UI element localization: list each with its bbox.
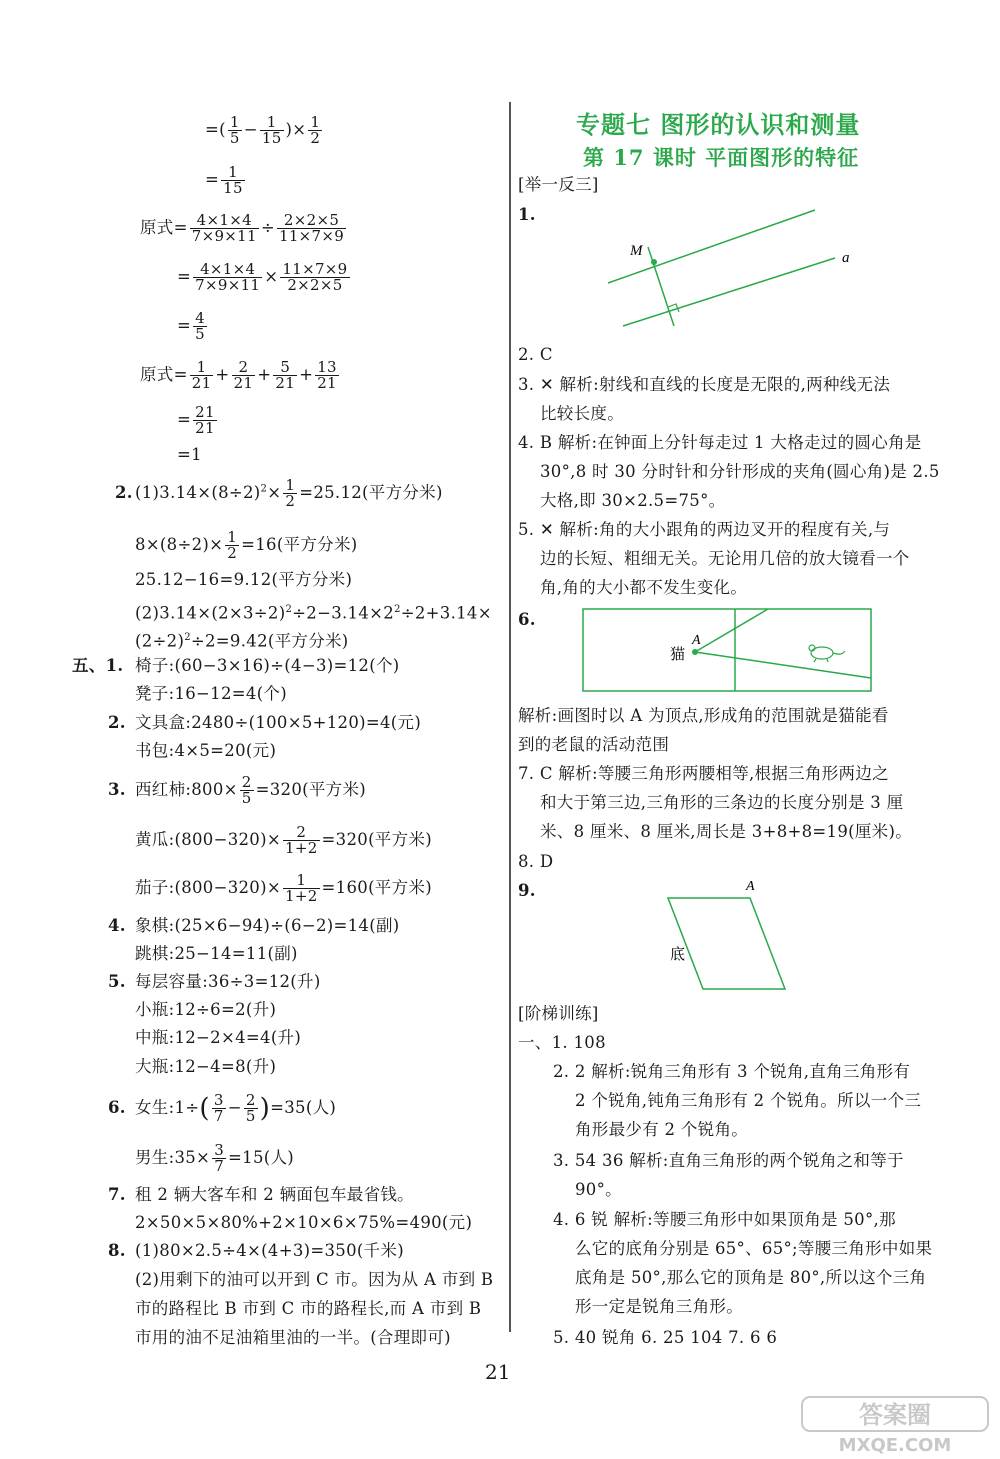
cat-mouse-figure xyxy=(580,606,875,694)
page-number: 21 xyxy=(485,1360,511,1384)
r-t2b: 2 个锐角,钝角三角形有 2 个锐角。所以一个三 xyxy=(575,1091,922,1110)
svg-text:答案圈: 答案圈 xyxy=(859,1401,931,1429)
r-q5a: 5. ✕ 解析:角的大小跟角的两边叉开的程度有关,与 xyxy=(518,520,891,539)
s5-6-number: 6. xyxy=(108,1098,126,1117)
r-q1-number: 1. xyxy=(518,205,536,224)
r-q4c: 大格,即 30×2.5=75°。 xyxy=(540,491,726,510)
r-q3a: 3. ✕ 解析:射线和直线的长度是无限的,两种线无法 xyxy=(518,375,891,394)
s5-4-number: 4. xyxy=(108,916,126,935)
s5-7b: 2×50×5×80%+2×10×6×75%=490(元) xyxy=(135,1213,473,1232)
r-q6-number: 6. xyxy=(518,610,536,629)
eq-line-2: = $\frac{1}{15}$ xyxy=(205,163,243,197)
section-heading-jttl: [阶梯训练] xyxy=(518,1004,599,1023)
eq-line-5: = $\frac{4}{5}$ xyxy=(177,309,205,343)
eq-line-6: 原式= $\frac{1}{21}$ + $\frac{2}{21}$ + $\frac{5}{21}$ + $\frac{13}{21}$ xyxy=(140,358,337,392)
fraction: $\frac{11\times 7\times 9}{2\times 2\times 5}$ xyxy=(282,260,348,294)
r-q7a: 7. C 解析:等腰三角形两腰相等,根据三角形两边之 xyxy=(518,764,889,783)
s5-3-number: 3. xyxy=(108,780,126,799)
s5-4b: 跳棋:25−14=11(副) xyxy=(135,944,298,963)
s5-8-number: 8. xyxy=(108,1241,126,1260)
s5-8d: 市用的油不足油箱里油的一半。(合理即可) xyxy=(135,1328,451,1347)
vertex-A xyxy=(692,649,698,655)
q2-line-e: $(2\div 2)^2\div 2=9.42$(平方分米) xyxy=(135,631,349,651)
fraction: $\frac{5}{21}$ xyxy=(275,358,296,392)
s5-8a: (1)80×2.5÷4×(4+3)=350(千米) xyxy=(135,1241,404,1260)
fraction: $\frac{13}{21}$ xyxy=(317,358,337,392)
r-q6a: 解析:画图时以 A 为顶点,形成角的范围就是猫能看 xyxy=(518,706,889,725)
r-q7c: 米、8 厘米、8 厘米,周长是 3+8+8=19(厘米)。 xyxy=(540,822,913,841)
q2-line-d: $(2)3.14\times(2\times 3\div 2)^2\div 2-3.14\times 2^2\div 2+3.14\times$ xyxy=(135,603,492,623)
mouse-icon xyxy=(809,645,845,662)
label-cat: 猫 xyxy=(670,645,686,663)
fraction: $\frac{1}{15}$ xyxy=(223,163,243,197)
q2-line-a: $(1)3.14\times(8\div 2)^2\times$ $\frac{1}{2}$ =25.12(平方分米) xyxy=(135,476,443,510)
s5-3c: 茄子:(800−320)× $\frac{1}{1+2}$ =160(平方米) xyxy=(135,871,432,905)
eq-line-3: 原式= $\frac{4\times 1\times 4}{7\times 9\times 11}$ ÷ $\frac{2\times 2\times 5}{11\times 7\times 9}$ xyxy=(140,211,345,245)
label-base: 底 xyxy=(670,945,686,963)
r-q7b: 和大于第三边,三角形的三条边的长度分别是 3 厘 xyxy=(540,793,904,812)
eq-line-7: = $\frac{21}{21}$ xyxy=(177,403,215,437)
fraction: $\frac{1}{2}$ xyxy=(227,528,238,562)
s5-8c: 市的路程比 B 市到 C 市的路程长,而 A 市到 B xyxy=(135,1299,482,1318)
fraction: $\frac{1}{5}$ xyxy=(229,113,240,147)
r-t1: 一、1. 108 xyxy=(518,1033,606,1052)
r-t3b: 90°。 xyxy=(575,1180,622,1199)
eq-line-8: =1 xyxy=(177,445,202,464)
fraction: $\frac{2}{5}$ xyxy=(245,1091,256,1125)
s5-6b: 男生:35× $\frac{3}{7}$ =15(人) xyxy=(135,1141,295,1175)
fraction: $\frac{2}{5}$ xyxy=(241,773,252,807)
fraction: $\frac{1}{15}$ xyxy=(261,113,282,147)
s5-5a: 每层容量:36÷3=12(升) xyxy=(135,972,321,991)
r-t2c: 角形最少有 2 个锐角。 xyxy=(575,1120,749,1139)
fraction: $\frac{1}{1+2}$ xyxy=(284,871,318,905)
r-t4b: 么它的底角分别是 65°、65°;等腰三角形中如果 xyxy=(575,1239,933,1258)
r-t3a: 3. 54 36 解析:直角三角形的两个锐角之和等于 xyxy=(553,1151,904,1170)
s5-5b: 小瓶:12÷6=2(升) xyxy=(135,1000,277,1019)
room-outline xyxy=(583,609,871,691)
s5-1b: 凳子:16−12=4(个) xyxy=(135,684,287,703)
r-q5c: 角,角的大小都不发生变化。 xyxy=(540,578,748,597)
fraction: $\frac{4\times 1\times 4}{7\times 9\times 11}$ xyxy=(195,260,261,294)
point-M xyxy=(651,259,657,265)
r-q4a: 4. B 解析:在钟面上分针每走过 1 大格走过的圆心角是 xyxy=(518,433,922,452)
s5-2b: 书包:4×5=20(元) xyxy=(135,741,277,760)
r-t5: 5. 40 锐角 6. 25 104 7. 6 6 xyxy=(553,1328,778,1347)
fraction: $\frac{4}{5}$ xyxy=(195,309,205,343)
q2-line-b: 8×(8÷2)× $\frac{1}{2}$ =16(平方分米) xyxy=(135,528,358,562)
fraction: $\frac{2}{1+2}$ xyxy=(284,823,318,857)
r-t4a: 4. 6 锐 解析:等腰三角形中如果顶角是 50°,那 xyxy=(553,1210,896,1229)
r-t4d: 形一定是锐角三角形。 xyxy=(575,1297,743,1316)
label-A: A xyxy=(746,879,755,894)
eq-line-1: =( $\frac{1}{5}$ − $\frac{1}{15}$ )× $\frac{1}{2}$ xyxy=(205,113,321,147)
s5-6a: 女生:1÷( $\frac{3}{7}$ − $\frac{2}{5}$ )=35(人) xyxy=(135,1091,337,1125)
eq-line-4: = $\frac{4\times 1\times 4}{7\times 9\times 11}$ × $\frac{11\times 7\times 9}{2\times 2\times 5}$ xyxy=(177,260,348,294)
section-5-label: 五、1. xyxy=(72,656,124,675)
parallel-lines-figure xyxy=(590,200,870,340)
label-a: a xyxy=(842,250,850,266)
parallelogram xyxy=(668,898,785,989)
s5-7a: 租 2 辆大客车和 2 辆面包车最省钱。 xyxy=(135,1185,414,1204)
r-q9-number: 9. xyxy=(518,881,536,900)
s5-2a: 文具盒:2480÷(100×5+120)=4(元) xyxy=(135,713,422,732)
s5-4a: 象棋:(25×6−94)÷(6−2)=14(副) xyxy=(135,916,400,935)
label-A: A xyxy=(692,633,701,648)
text: =( xyxy=(205,120,226,139)
svg-text:MXQE.COM: MXQE.COM xyxy=(838,1435,952,1455)
q2-line-c: 25.12−16=9.12(平方分米) xyxy=(135,570,353,589)
fraction: $\frac{1}{2}$ xyxy=(310,113,321,147)
section-heading-jyfs: [举一反三] xyxy=(518,175,599,194)
r-q3b: 比较长度。 xyxy=(540,404,624,423)
parallelogram-figure xyxy=(650,876,800,996)
r-q6b: 到的老鼠的活动范围 xyxy=(518,735,670,754)
r-q2: 2. C xyxy=(518,345,553,364)
s5-5c: 中瓶:12−2×4=4(升) xyxy=(135,1028,302,1047)
s5-7-number: 7. xyxy=(108,1185,126,1204)
angle-ray-top xyxy=(695,609,768,652)
chapter-title: 专题七 图形的认识和测量 xyxy=(576,110,861,139)
fraction: $\frac{3}{7}$ xyxy=(214,1141,225,1175)
column-divider xyxy=(509,102,511,1332)
label-M: M xyxy=(630,243,643,259)
s5-3b: 黄瓜:(800−320)× $\frac{2}{1+2}$ =320(平方米) xyxy=(135,823,432,857)
s5-3a: 西红柿:800× $\frac{2}{5}$ =320(平方米) xyxy=(135,773,367,807)
r-q5b: 边的长短、粗细无关。无论用几倍的放大镜看一个 xyxy=(540,549,910,568)
fraction: $\frac{1}{2}$ xyxy=(285,476,296,510)
s5-1a: 椅子:(60−3×16)÷(4−3)=12(个) xyxy=(135,656,400,675)
watermark-logo xyxy=(800,1395,990,1455)
r-t4c: 底角是 50°,那么它的顶角是 80°,所以这个三角 xyxy=(575,1268,927,1287)
fraction: $\frac{3}{7}$ xyxy=(213,1091,224,1125)
fraction: $\frac{1}{21}$ xyxy=(191,358,212,392)
q2-number: 2. xyxy=(115,483,133,502)
s5-2-number: 2. xyxy=(108,713,126,732)
r-q8: 8. D xyxy=(518,852,554,871)
s5-8b: (2)用剩下的油可以开到 C 市。因为从 A 市到 B xyxy=(135,1270,494,1289)
fraction: $\frac{2\times 2\times 5}{11\times 7\times 9}$ xyxy=(279,211,345,245)
fraction: $\frac{2}{21}$ xyxy=(233,358,254,392)
angle-ray-bottom xyxy=(695,652,871,678)
r-q4b: 30°,8 时 30 分时针和分针形成的夹角(圆心角)是 2.5 xyxy=(540,462,940,481)
r-t2a: 2. 2 解析:锐角三角形有 3 个锐角,直角三角形有 xyxy=(553,1062,911,1081)
fraction: $\frac{4\times 1\times 4}{7\times 9\times 11}$ xyxy=(191,211,257,245)
s5-5-number: 5. xyxy=(108,972,126,991)
fraction: $\frac{21}{21}$ xyxy=(195,403,215,437)
lesson-title: 第 17 课时 平面图形的特征 xyxy=(583,145,860,170)
s5-5d: 大瓶:12−4=8(升) xyxy=(135,1057,277,1076)
